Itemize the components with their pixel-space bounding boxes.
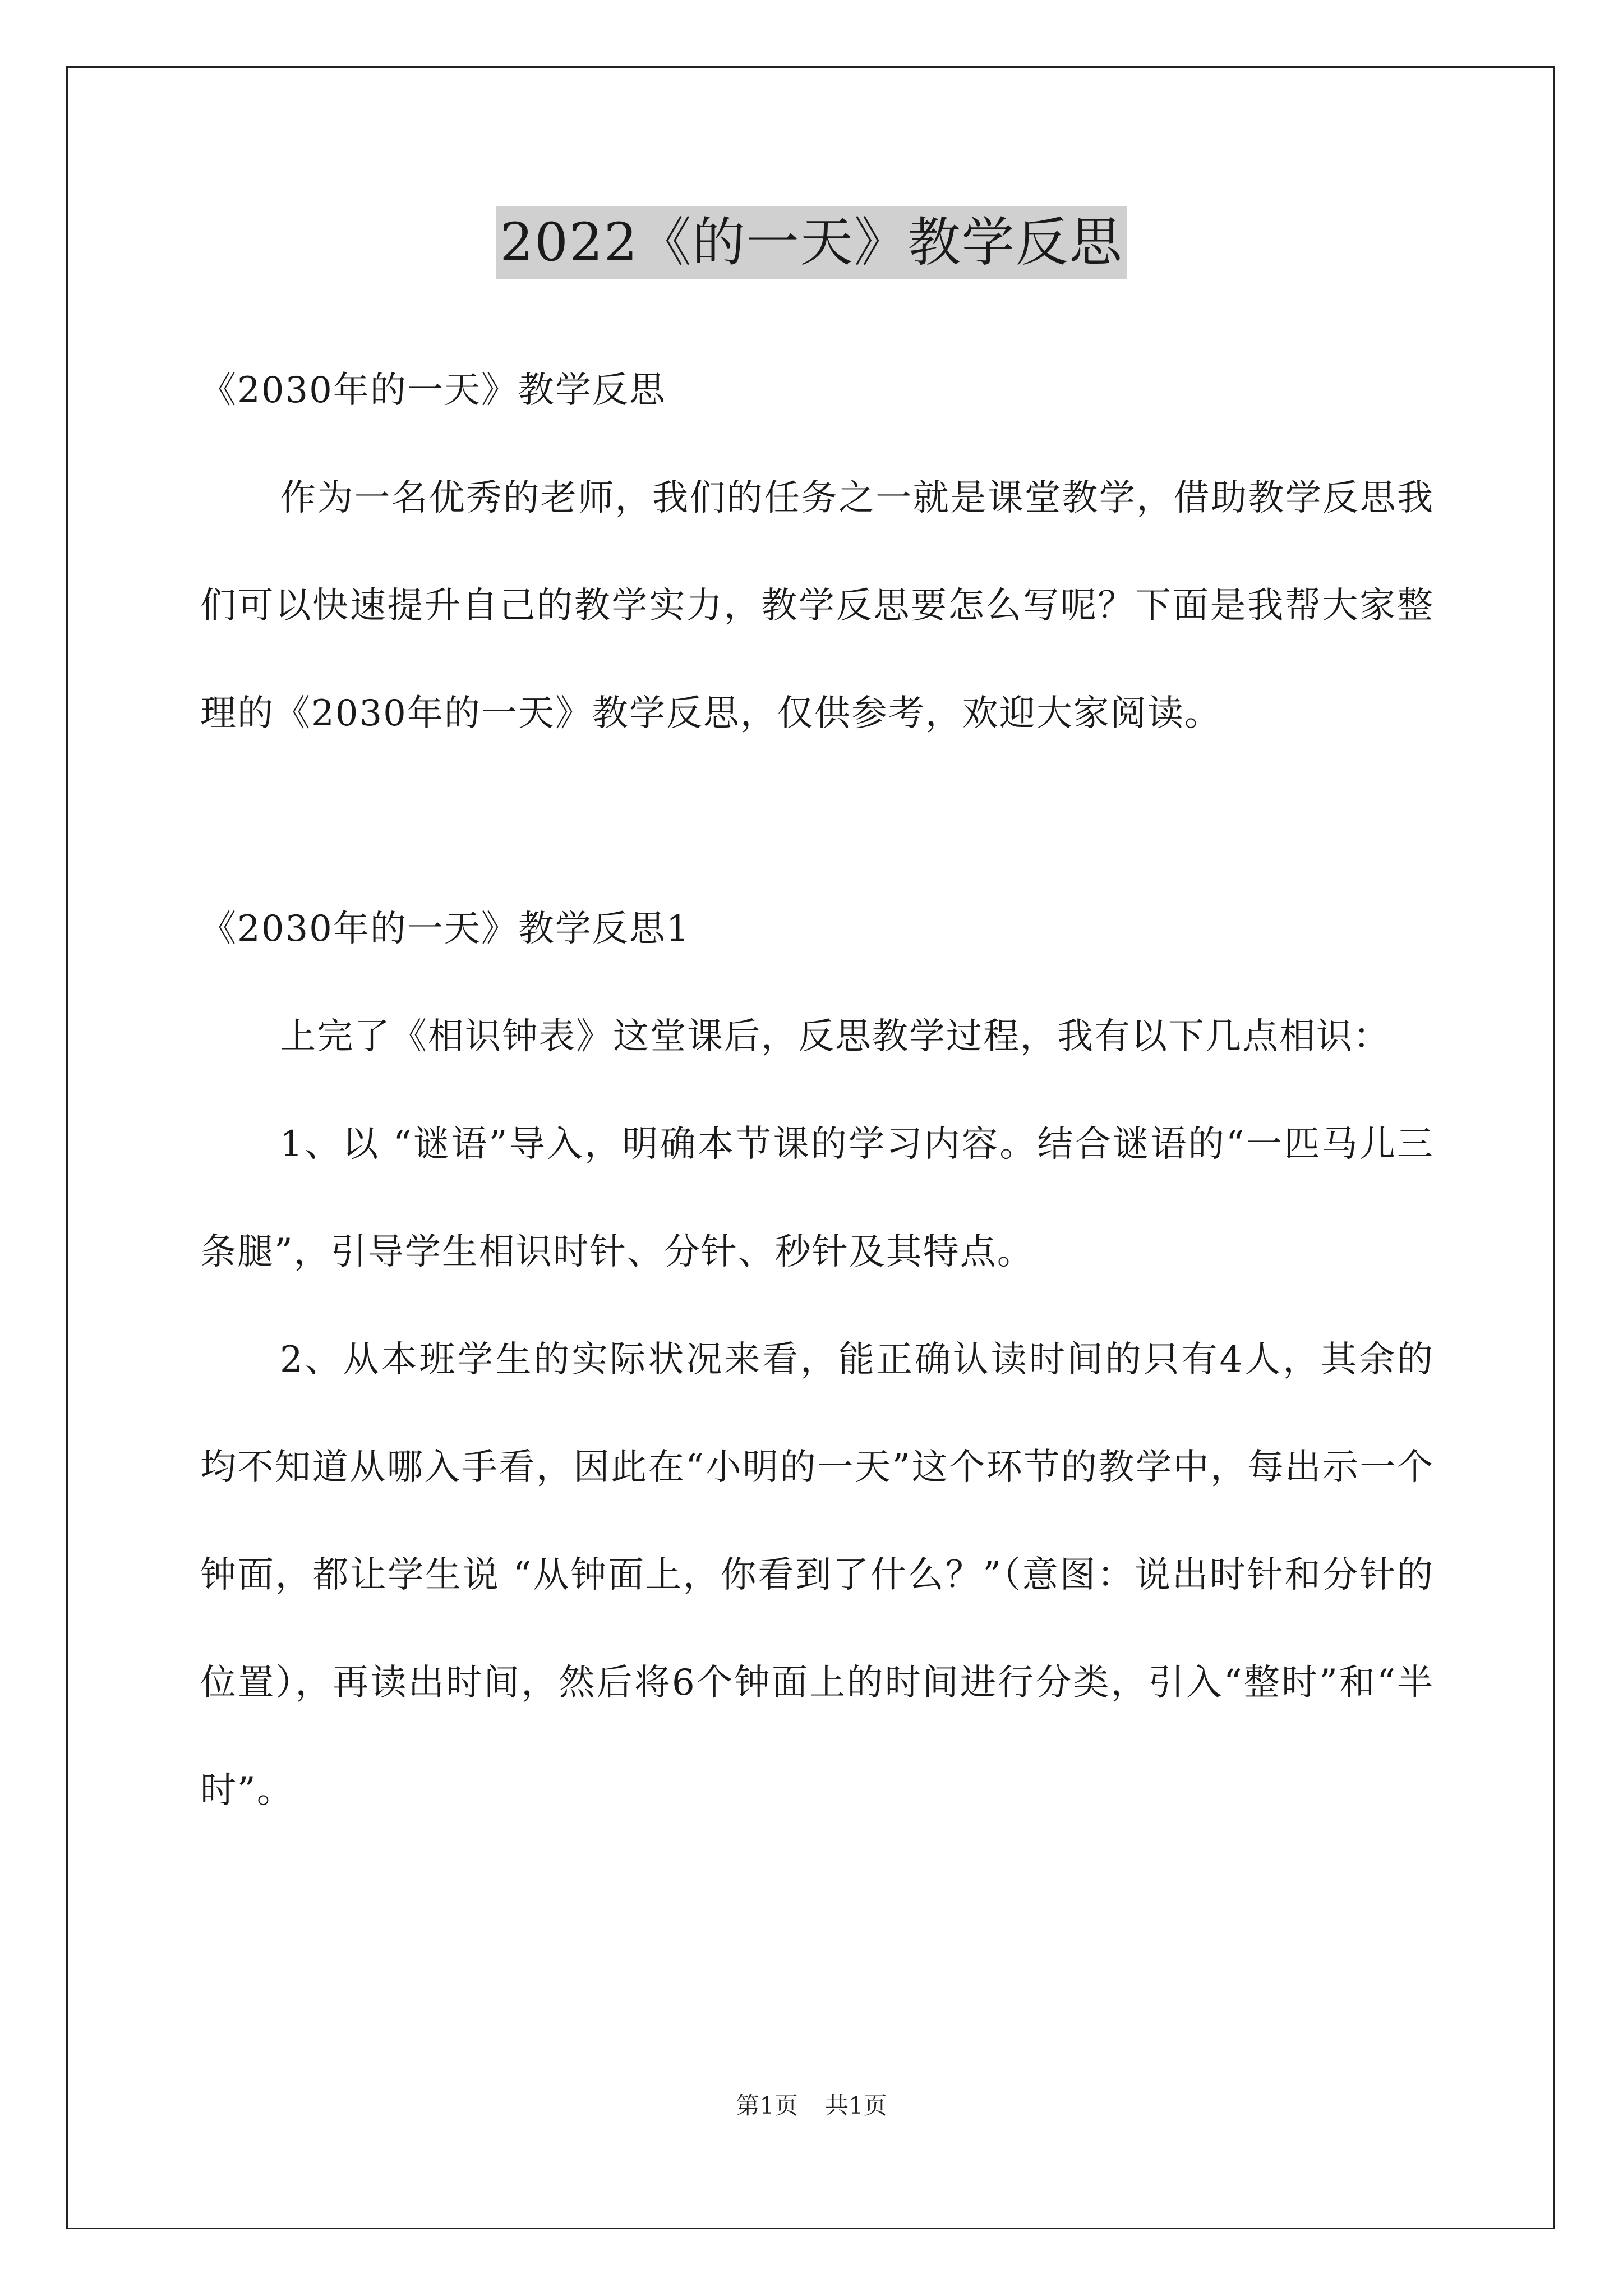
page-footer xyxy=(0,2089,1623,2123)
intro-paragraph: 作为一名优秀的老师，我们的任务之一就是课堂教学，借助教学反思我们可以快速提升自己的教学实力，教学反思要怎么写呢？下面是我帮大家整理的《2030年的一天》教学反思，仅供参考，欢迎大家阅读。 xyxy=(200,477,1434,734)
document-title: 2022《的一天》教学反思 xyxy=(496,206,1126,279)
document-subtitle: 《2030年的一天》教学反思 xyxy=(200,370,666,411)
section-spacer xyxy=(200,767,1434,875)
title-container xyxy=(0,206,1623,279)
body-paragraph-2: 1、以 “谜语”导入，明确本节课的学习内容。结合谜语的“一匹马儿三条腿”，引导学生相识时针、分针、秒针及其特点。 xyxy=(200,1124,1434,1273)
document-body xyxy=(200,337,1434,1844)
body-paragraph-1: 上完了《相识钟表》这堂课后，反思教学过程，我有以下几点相识： xyxy=(280,1016,1390,1057)
body-paragraph-3: 2、从本班学生的实际状况来看，能正确认读时间的只有4人，其余的均不知道从哪入手看，因此在“小明的一天”这个环节的教学中，每出示一个钟面，都让学生说 “从钟面上，你看到了什么？”（意图：说出时针和分针的位置），再读出时间，然后将6个钟面上的时间进行分类，引入“整时”和“半时”。 xyxy=(200,1339,1434,1811)
page-number-total: 共1页 xyxy=(825,2092,887,2119)
page-number-current: 第1页 xyxy=(736,2092,798,2119)
section-heading: 《2030年的一天》教学反思1 xyxy=(200,908,690,950)
